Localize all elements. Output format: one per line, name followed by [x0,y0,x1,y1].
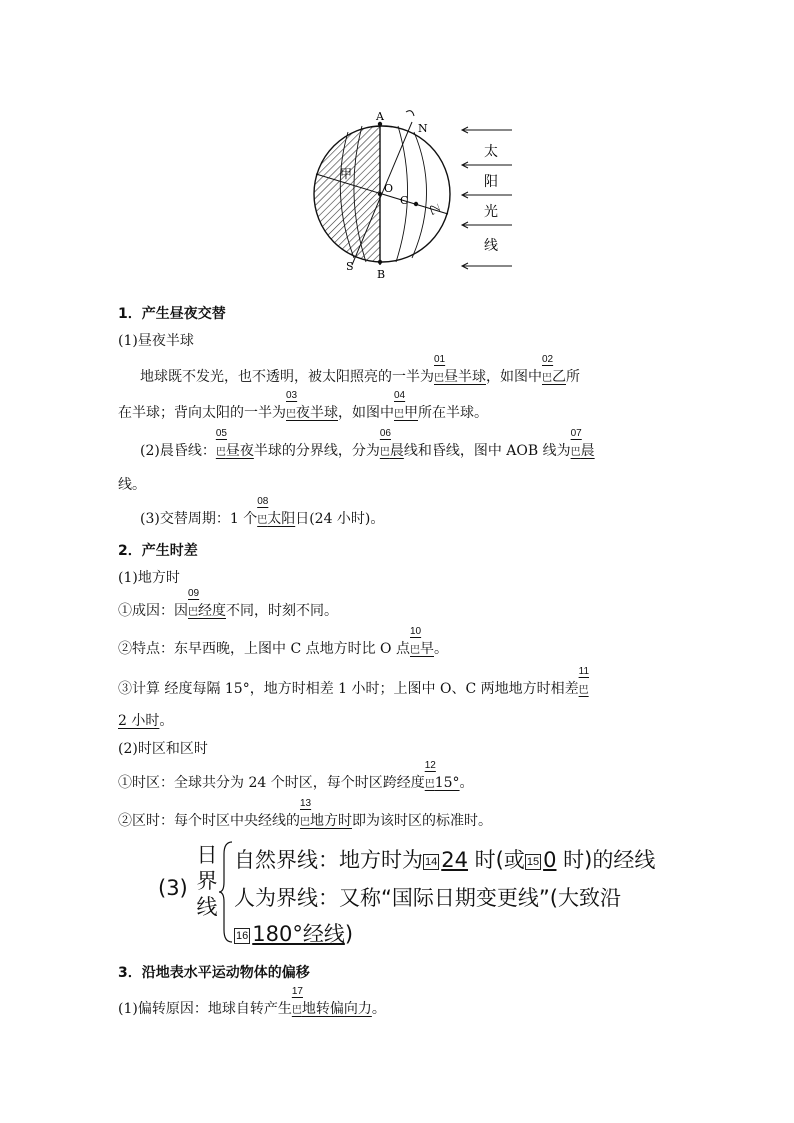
label-o: O [384,182,394,195]
earth-diagram [300,100,520,285]
point-o [378,192,382,196]
section2-heading: 2．产生时差 [118,543,198,559]
date-line-label: (3) [158,876,188,900]
artificial-boundary-line: 人为界线：又称“国际日期变更线”(大致沿 [234,886,621,910]
section1-para4: 线。 [118,477,146,493]
section2-q3: ③计算 经度每隔 15°，地方时相差 1 小时；上图中 O、C 两地地方时相差 11 巴 [118,678,589,702]
answer-08: 08 巴太阳 [257,496,296,527]
section2-q2: ②特点：东早西晚，上图中 C 点地方时比 O 点 10 巴早。 [118,638,448,662]
answer-02: 02 巴乙 [542,354,566,385]
section3-heading: 3．沿地表水平运动物体的偏移 [118,965,310,981]
label-c: C [400,194,409,207]
section1-heading: 1．产生昼夜交替 [118,306,226,322]
section1-para1: 地球既不发光，也不透明，被太阳照亮的一半为 01 巴昼半球，如图中 02 巴乙所 [140,366,580,390]
section2-r2: ②区时：每个时区中央经线的 13 巴地方时即为该时区的标准时。 [118,810,492,834]
answer-12: 12 巴15° [424,760,460,791]
point-c [414,202,418,206]
section1-para3: (2)晨昏线： 05 巴昼夜半球的分界线，分为 06 巴晨线和昏线，图中 AOB 线为 07 巴晨 [140,440,595,464]
label-a: A [376,110,384,123]
sun-text-1: 太 [484,144,498,160]
section3-s1: (1)偏转原因：地球自转产生 17 巴地转偏向力。 [118,998,386,1022]
brace-icon [218,840,234,944]
section2-sub1: (1)地方时 [118,570,180,586]
label-jia: 甲 [340,167,353,181]
answer-10: 10 巴早 [410,626,434,657]
answer-06: 06 巴晨 [379,428,404,459]
section2-q1: ①成因：因 09 巴经度不同，时刻不同。 [118,600,338,624]
sun-text-2: 阳 [484,174,498,190]
sun-text-3: 光 [484,204,498,220]
date-line-block [140,840,720,950]
meridian [412,132,427,258]
artificial-boundary-line-cont: 16 180°经线) [236,922,354,946]
answer-04: 04 巴甲 [394,390,418,421]
section2-q3-cont: 2 小时。 [118,713,174,729]
answer-03: 03 巴夜半球 [286,390,338,421]
label-n: N [418,122,428,135]
date-line-vertical-title: 日 界 线 [196,843,218,919]
section1-sub1: (1)昼夜半球 [118,333,194,349]
answer-11: 11 巴 [578,666,590,696]
section2-r1: ①时区：全球共分为 24 个时区，每个时区跨经度 12 巴15°。 [118,772,474,796]
sun-text-4: 线 [484,238,498,254]
point-b [378,260,382,264]
label-b: B [377,268,386,281]
answer-17: 17 巴地转偏向力 [291,986,372,1017]
answer-01: 01 巴昼半球 [434,354,486,385]
section2-sub2: (2)时区和区时 [118,741,208,757]
answer-13: 13 巴地方时 [300,798,352,829]
section1-para5: (3)交替周期：1 个 08 巴太阳日(24 小时)。 [140,508,384,532]
rotation-arrow-icon [406,111,414,116]
earth-day-night-figure [300,100,520,285]
label-yi: 乙 [426,201,443,217]
section1-para2: 在半球；背向太阳的一半为 03 巴夜半球，如图中 04 巴甲所在半球。 [118,402,488,426]
answer-07: 07 巴晨 [570,428,595,459]
label-s: S [346,260,354,273]
answer-09: 09 巴经度 [188,588,226,619]
answer-05: 05 巴昼夜 [215,428,254,459]
natural-boundary-line: 自然界线：地方时为 14 24 时(或 15 0 时)的经线 [234,848,656,872]
